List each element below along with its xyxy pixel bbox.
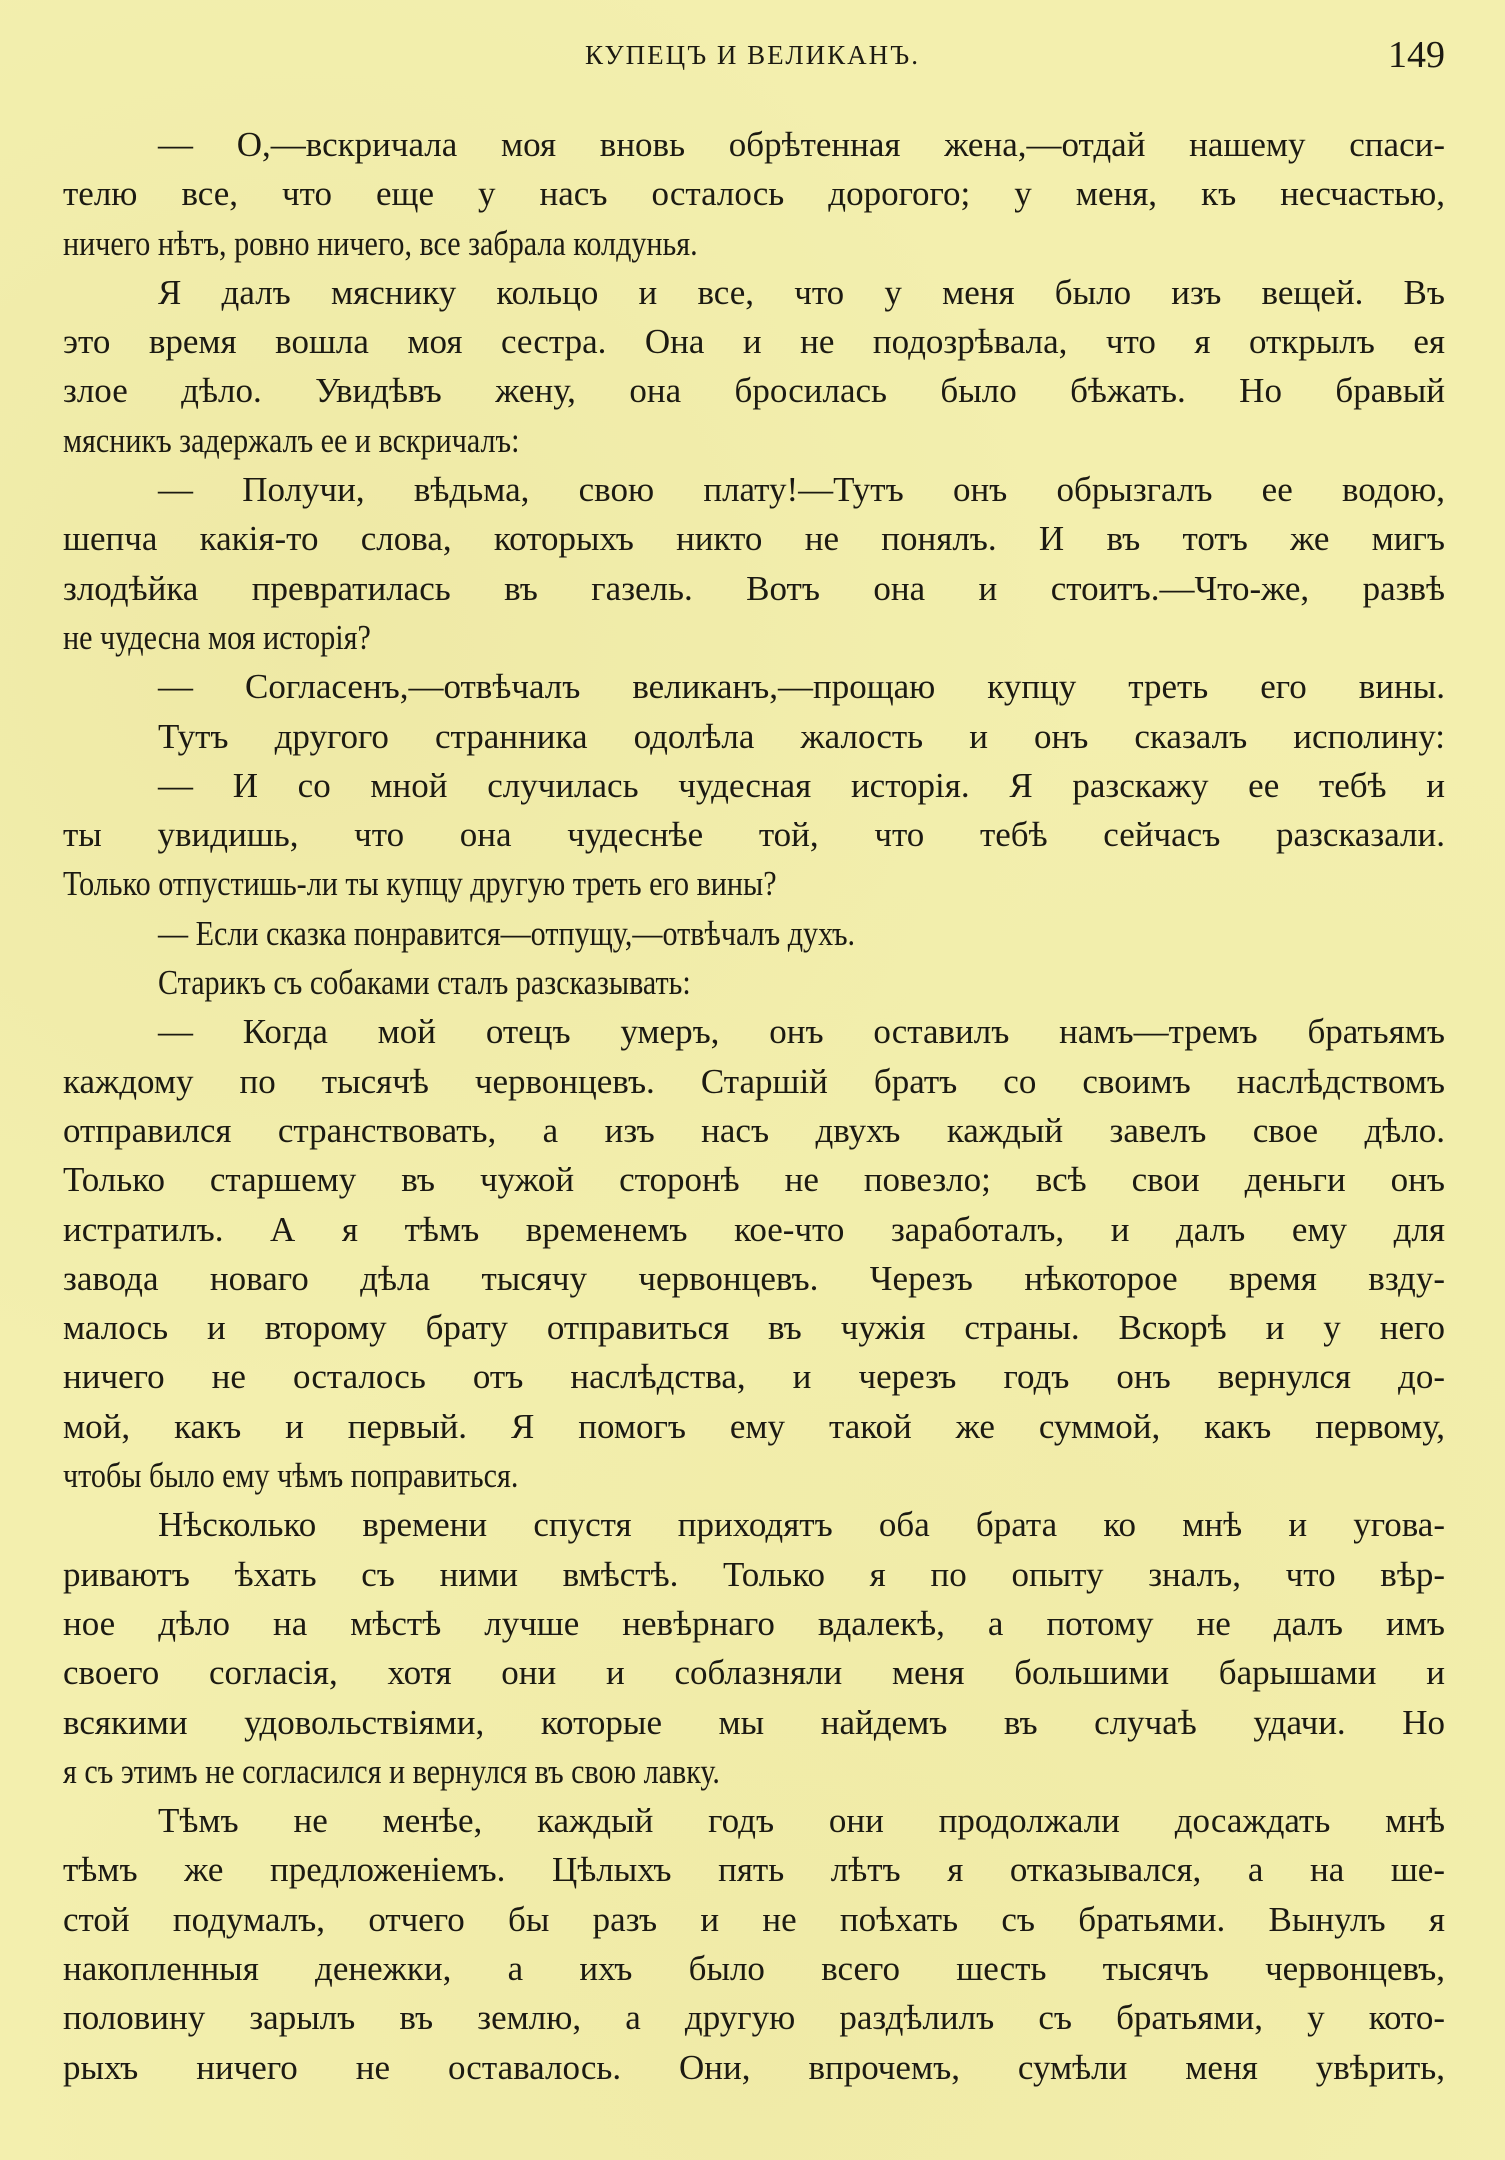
text-line: ничего не осталось отъ наслѣдства, и черезъ годъ онъ вернулся до- [63,1357,1445,1397]
body-text [63,120,1445,2092]
text-line: накопленныя денежки, а ихъ было всего шесть тысячъ червонцевъ, [63,1948,1445,1988]
text-line: рыхъ ничего не оставалось. Они, впрочемъ, сумѣли меня увѣрить, [63,2047,1445,2087]
text-line: отправился странствовать, а изъ насъ двухъ каждый завелъ свое дѣло. [63,1110,1445,1150]
text-line: — И со мной случилась чудесная исторія. Я разскажу ее тебѣ и [158,765,1445,805]
text-line: завода новаго дѣла тысячу червонцевъ. Черезъ нѣкоторое время взду- [63,1258,1445,1298]
text-line: ное дѣло на мѣстѣ лучше невѣрнаго вдалекѣ, а потому не далъ имъ [63,1603,1445,1643]
text-line: — Когда мой отецъ умеръ, онъ оставилъ намъ—тремъ братьямъ [158,1012,1445,1052]
text-line: Нѣсколько времени спустя приходятъ оба брата ко мнѣ и угова- [158,1505,1445,1545]
text-line: телю все, что еще у насъ осталось дорогого; у меня, къ несчастью, [63,174,1445,214]
text-line: злодѣйка превратилась въ газель. Вотъ она и стоитъ.—Что-же, развѣ [63,568,1445,608]
text-line: не чудесна моя исторія? [63,617,371,657]
text-line: своего согласія, хотя они и соблазняли меня большими барышами и [63,1653,1445,1693]
text-line: Только отпустишь-ли ты купцу другую треть его вины? [63,864,777,904]
text-line: Только старшему въ чужой сторонѣ не повезло; всѣ свои деньги онъ [63,1160,1445,1200]
running-title: КУПЕЦЪ И ВЕЛИКАНЪ. [585,40,920,70]
text-line: стой подумалъ, отчего бы разъ и не поѣхать съ братьями. Вынулъ я [63,1899,1445,1939]
text-line: шепча какія-то слова, которыхъ никто не понялъ. И въ тотъ же мигъ [63,519,1445,559]
text-line: всякими удовольствіями, которые мы найдемъ въ случаѣ удачи. Но [63,1702,1445,1742]
text-line: половину зарылъ въ землю, а другую раздѣлилъ съ братьями, у кото- [63,1998,1445,2038]
text-line: — Если сказка понравится—отпущу,—отвѣчалъ духъ. [157,913,856,953]
text-line: Тутъ другого странника одолѣла жалость и онъ сказалъ исполину: [158,716,1445,756]
text-line: это время вошла моя сестра. Она и не подозрѣвала, что я открылъ ея [63,322,1445,362]
text-line: — Согласенъ,—отвѣчалъ великанъ,—прощаю купцу треть его вины. [158,667,1445,707]
text-line: злое дѣло. Увидѣвъ жену, она бросилась было бѣжать. Но бравый [63,371,1445,411]
text-line: риваютъ ѣхать съ ними вмѣстѣ. Только я по опыту зналъ, что вѣр- [63,1554,1445,1594]
text-line: мой, какъ и первый. Я помогъ ему такой же суммой, какъ первому, [63,1406,1445,1446]
running-header [0,30,1505,80]
text-line: малось и второму брату отправиться въ чужія страны. Вскорѣ и у него [63,1308,1445,1348]
text-line: я съ этимъ не согласился и вернулся въ свою лавку. [63,1751,720,1791]
text-line: тѣмъ же предложеніемъ. Цѣлыхъ пять лѣтъ я отказывался, а на ше- [63,1850,1445,1890]
text-line: истратилъ. А я тѣмъ временемъ кое-что заработалъ, и далъ ему для [63,1209,1445,1249]
text-line: каждому по тысячѣ червонцевъ. Старшій братъ со своимъ наслѣдствомъ [63,1061,1445,1101]
text-line: Тѣмъ не менѣе, каждый годъ они продолжали досаждать мнѣ [158,1801,1445,1841]
text-line: ты увидишь, что она чудеснѣе той, что тебѣ сейчасъ разсказали. [63,815,1445,855]
text-line: — О,—вскричала моя вновь обрѣтенная жена,—отдай нашему спаси- [158,125,1445,164]
text-line: Я далъ мяснику кольцо и все, что у меня было изъ вещей. Въ [158,272,1445,312]
text-line: чтобы было ему чѣмъ поправиться. [63,1456,519,1496]
text-line: мясникъ задержалъ ее и вскричалъ: [63,420,520,460]
page-number: 149 [1388,34,1445,76]
text-line: ничего нѣтъ, ровно ничего, все забрала колдунья. [63,223,698,263]
text-line: Старикъ съ собаками сталъ разсказывать: [157,963,691,1003]
text-line: — Получи, вѣдьма, свою плату!—Тутъ онъ обрызгалъ ее водою, [158,470,1445,510]
